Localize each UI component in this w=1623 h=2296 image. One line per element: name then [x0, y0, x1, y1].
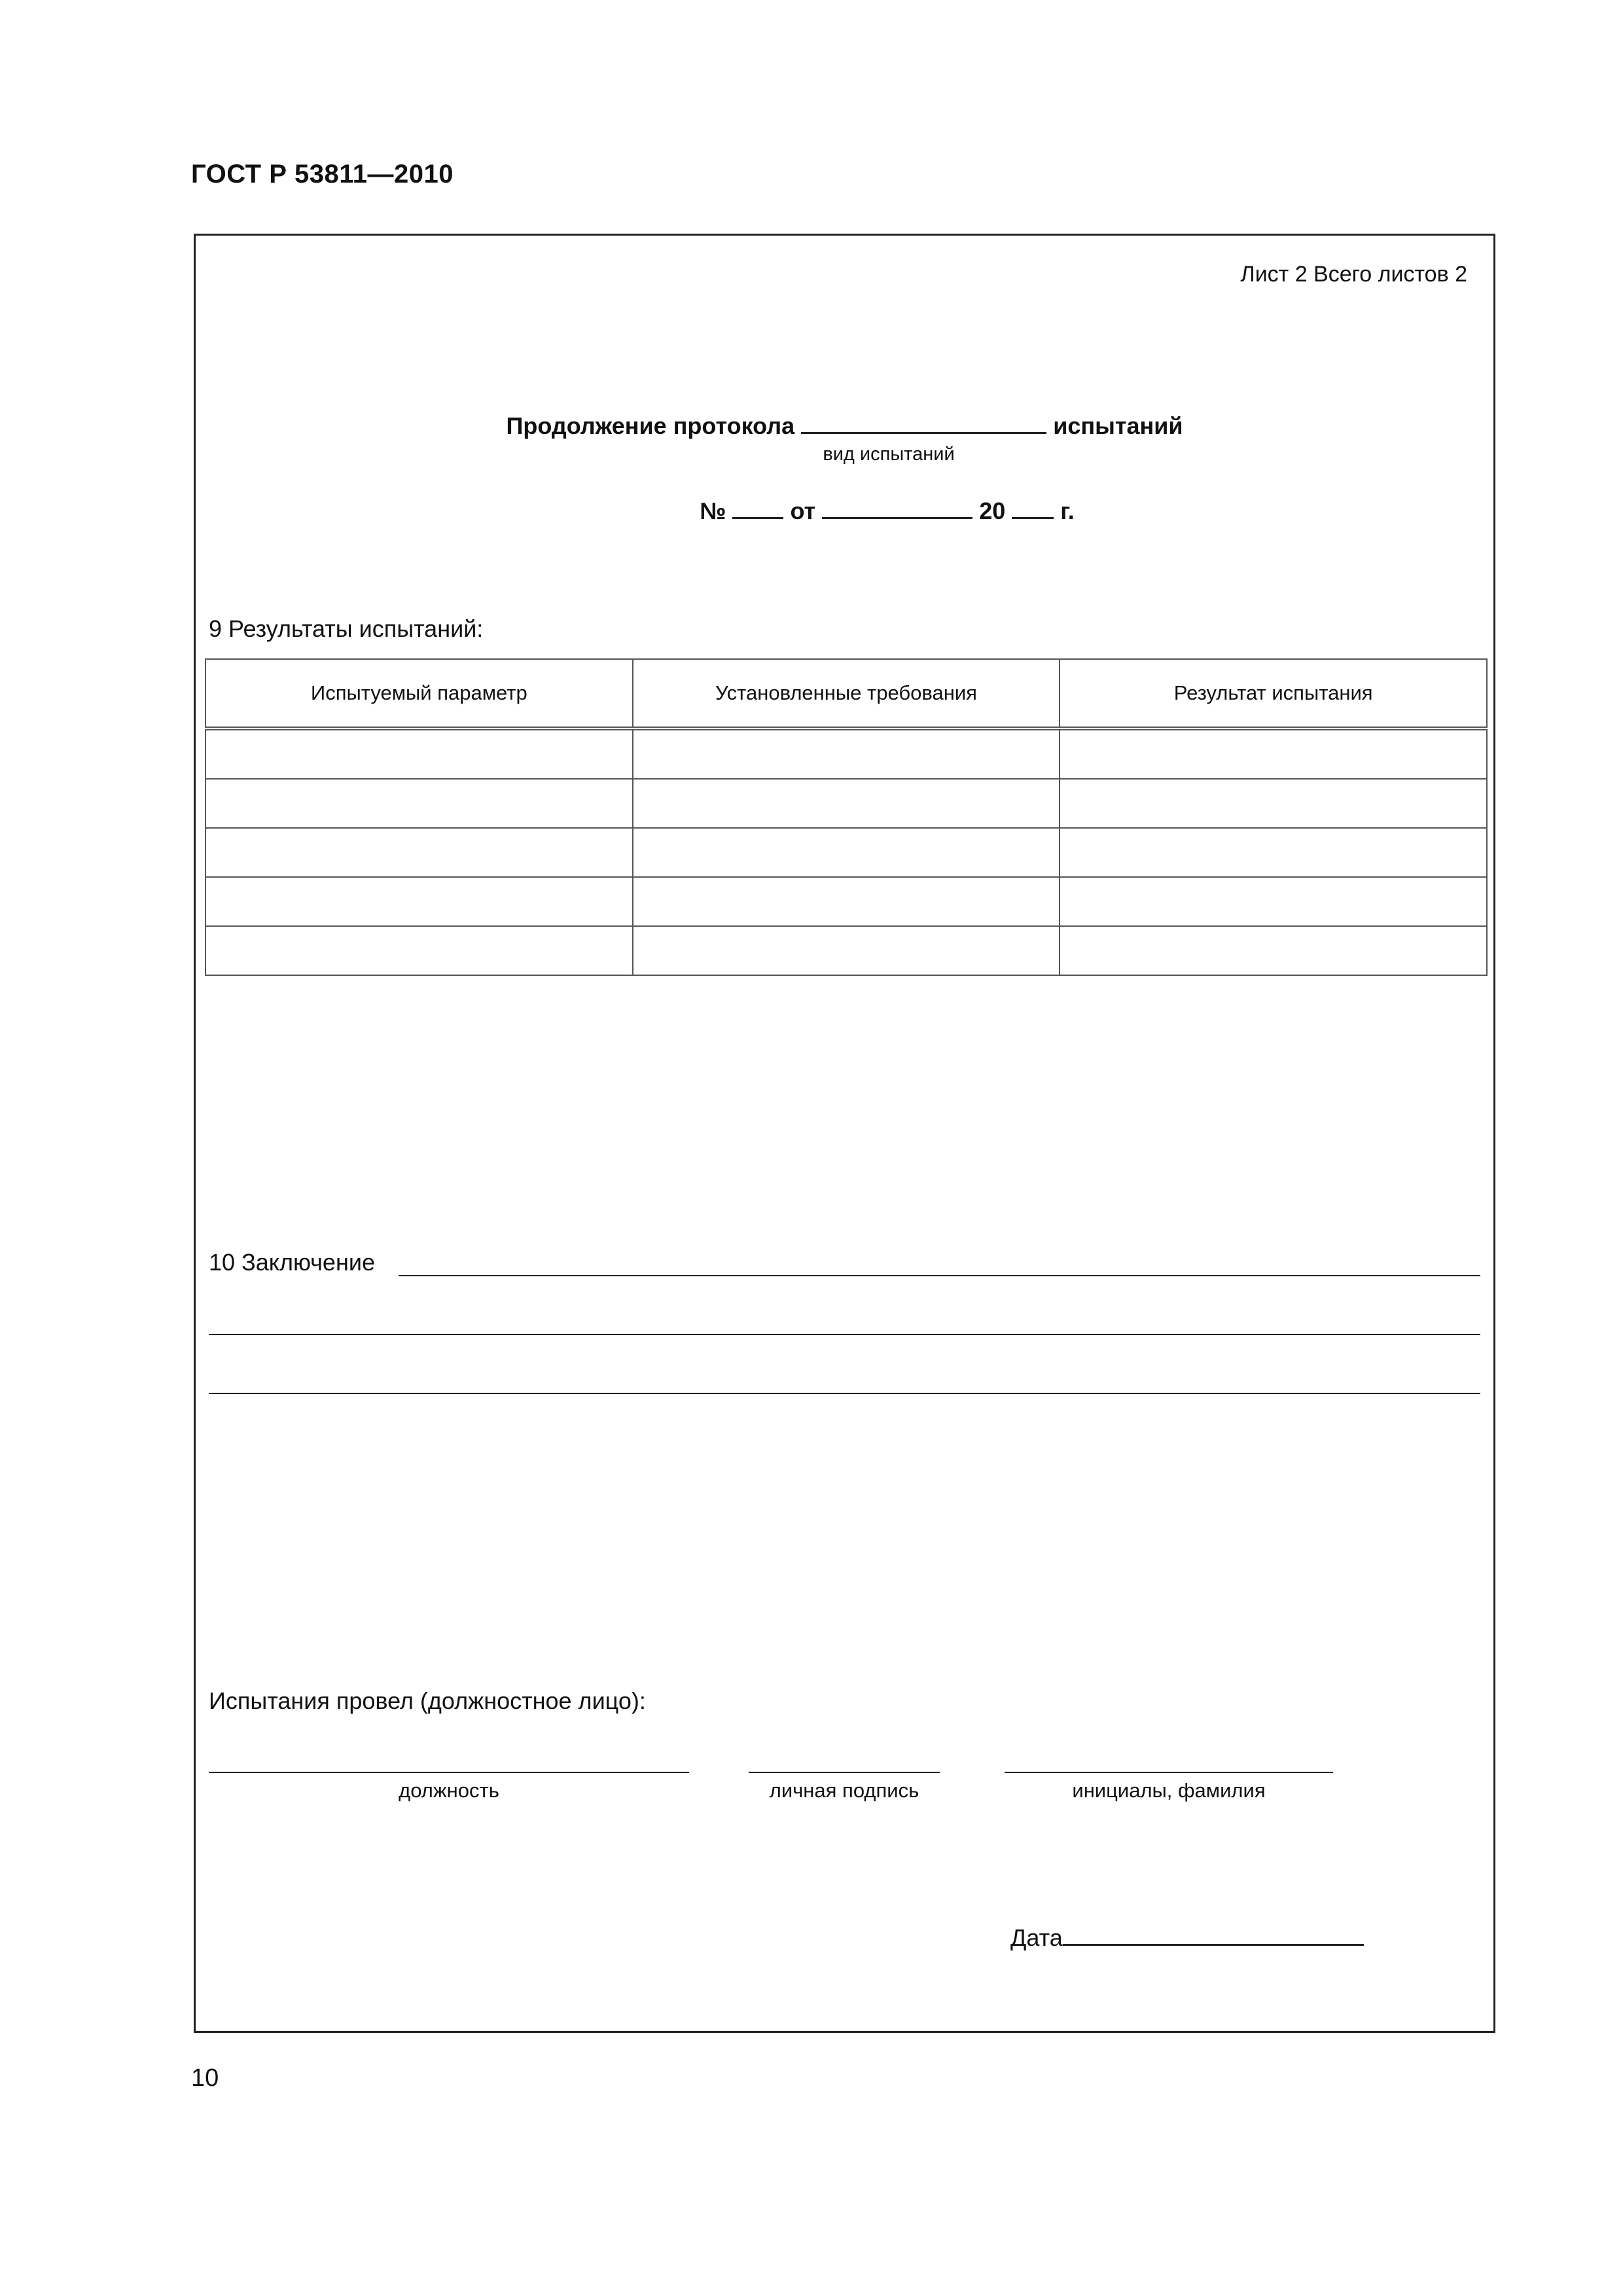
table-cell[interactable]: [1060, 828, 1487, 877]
table-row: [205, 926, 1487, 975]
column-header-requirements: Установленные требования: [633, 659, 1060, 728]
year-prefix: 20: [979, 497, 1006, 524]
signature-line[interactable]: [749, 1772, 940, 1773]
protocol-title: [196, 412, 1493, 440]
protocol-date-blank[interactable]: [822, 517, 972, 519]
table-cell[interactable]: [633, 828, 1060, 877]
table-cell[interactable]: [205, 779, 633, 828]
table-cell[interactable]: [633, 877, 1060, 926]
date-label: Дата: [1010, 1924, 1063, 1951]
conclusion-line-2[interactable]: [209, 1334, 1480, 1335]
table-cell[interactable]: [205, 728, 633, 779]
table-cell[interactable]: [1060, 926, 1487, 975]
table-cell[interactable]: [205, 828, 633, 877]
table-row: [205, 828, 1487, 877]
section-9-heading: 9 Результаты испытаний:: [209, 615, 484, 642]
protocol-form-frame: [194, 234, 1495, 2033]
from-word: от: [790, 497, 816, 524]
protocol-number-blank[interactable]: [732, 517, 783, 519]
table-cell[interactable]: [205, 926, 633, 975]
table-cell[interactable]: [633, 779, 1060, 828]
signature-caption: личная подпись: [769, 1779, 919, 1802]
table-cell[interactable]: [633, 728, 1060, 779]
table-row: [205, 728, 1487, 779]
protocol-year-blank[interactable]: [1012, 517, 1054, 519]
protocol-title-start: Продолжение протокола: [506, 412, 795, 439]
sheet-counter: Лист 2 Всего листов 2: [1240, 262, 1467, 287]
date-blank[interactable]: [1063, 1944, 1364, 1946]
results-table: [205, 658, 1488, 976]
results-header-row: [205, 659, 1487, 728]
year-suffix: г.: [1060, 497, 1075, 524]
protocol-number-line: [196, 497, 1493, 525]
table-cell[interactable]: [633, 926, 1060, 975]
name-caption: инициалы, фамилия: [1072, 1779, 1266, 1802]
page-number: 10: [191, 2064, 219, 2092]
table-cell[interactable]: [1060, 779, 1487, 828]
document-code: ГОСТ Р 53811—2010: [191, 160, 454, 188]
number-sign: №: [700, 497, 726, 524]
position-caption: должность: [399, 1779, 499, 1802]
column-header-parameter: Испытуемый параметр: [205, 659, 633, 728]
section-10-heading: [209, 1249, 375, 1276]
column-header-result: Результат испытания: [1060, 659, 1487, 728]
protocol-title-end: испытаний: [1053, 412, 1183, 439]
performed-by-label: Испытания провел (должностное лицо):: [209, 1687, 646, 1714]
table-cell[interactable]: [1060, 877, 1487, 926]
test-type-caption: вид испытаний: [823, 444, 955, 465]
name-line[interactable]: [1005, 1772, 1333, 1773]
conclusion-label: 10 Заключение: [209, 1249, 375, 1276]
position-line[interactable]: [209, 1772, 689, 1773]
table-row: [205, 877, 1487, 926]
table-cell[interactable]: [1060, 728, 1487, 779]
table-cell[interactable]: [205, 877, 633, 926]
conclusion-line-1[interactable]: [399, 1275, 1480, 1276]
table-row: [205, 779, 1487, 828]
date-line: [1010, 1924, 1364, 1952]
test-type-blank[interactable]: [801, 432, 1046, 434]
conclusion-line-3[interactable]: [209, 1393, 1480, 1394]
